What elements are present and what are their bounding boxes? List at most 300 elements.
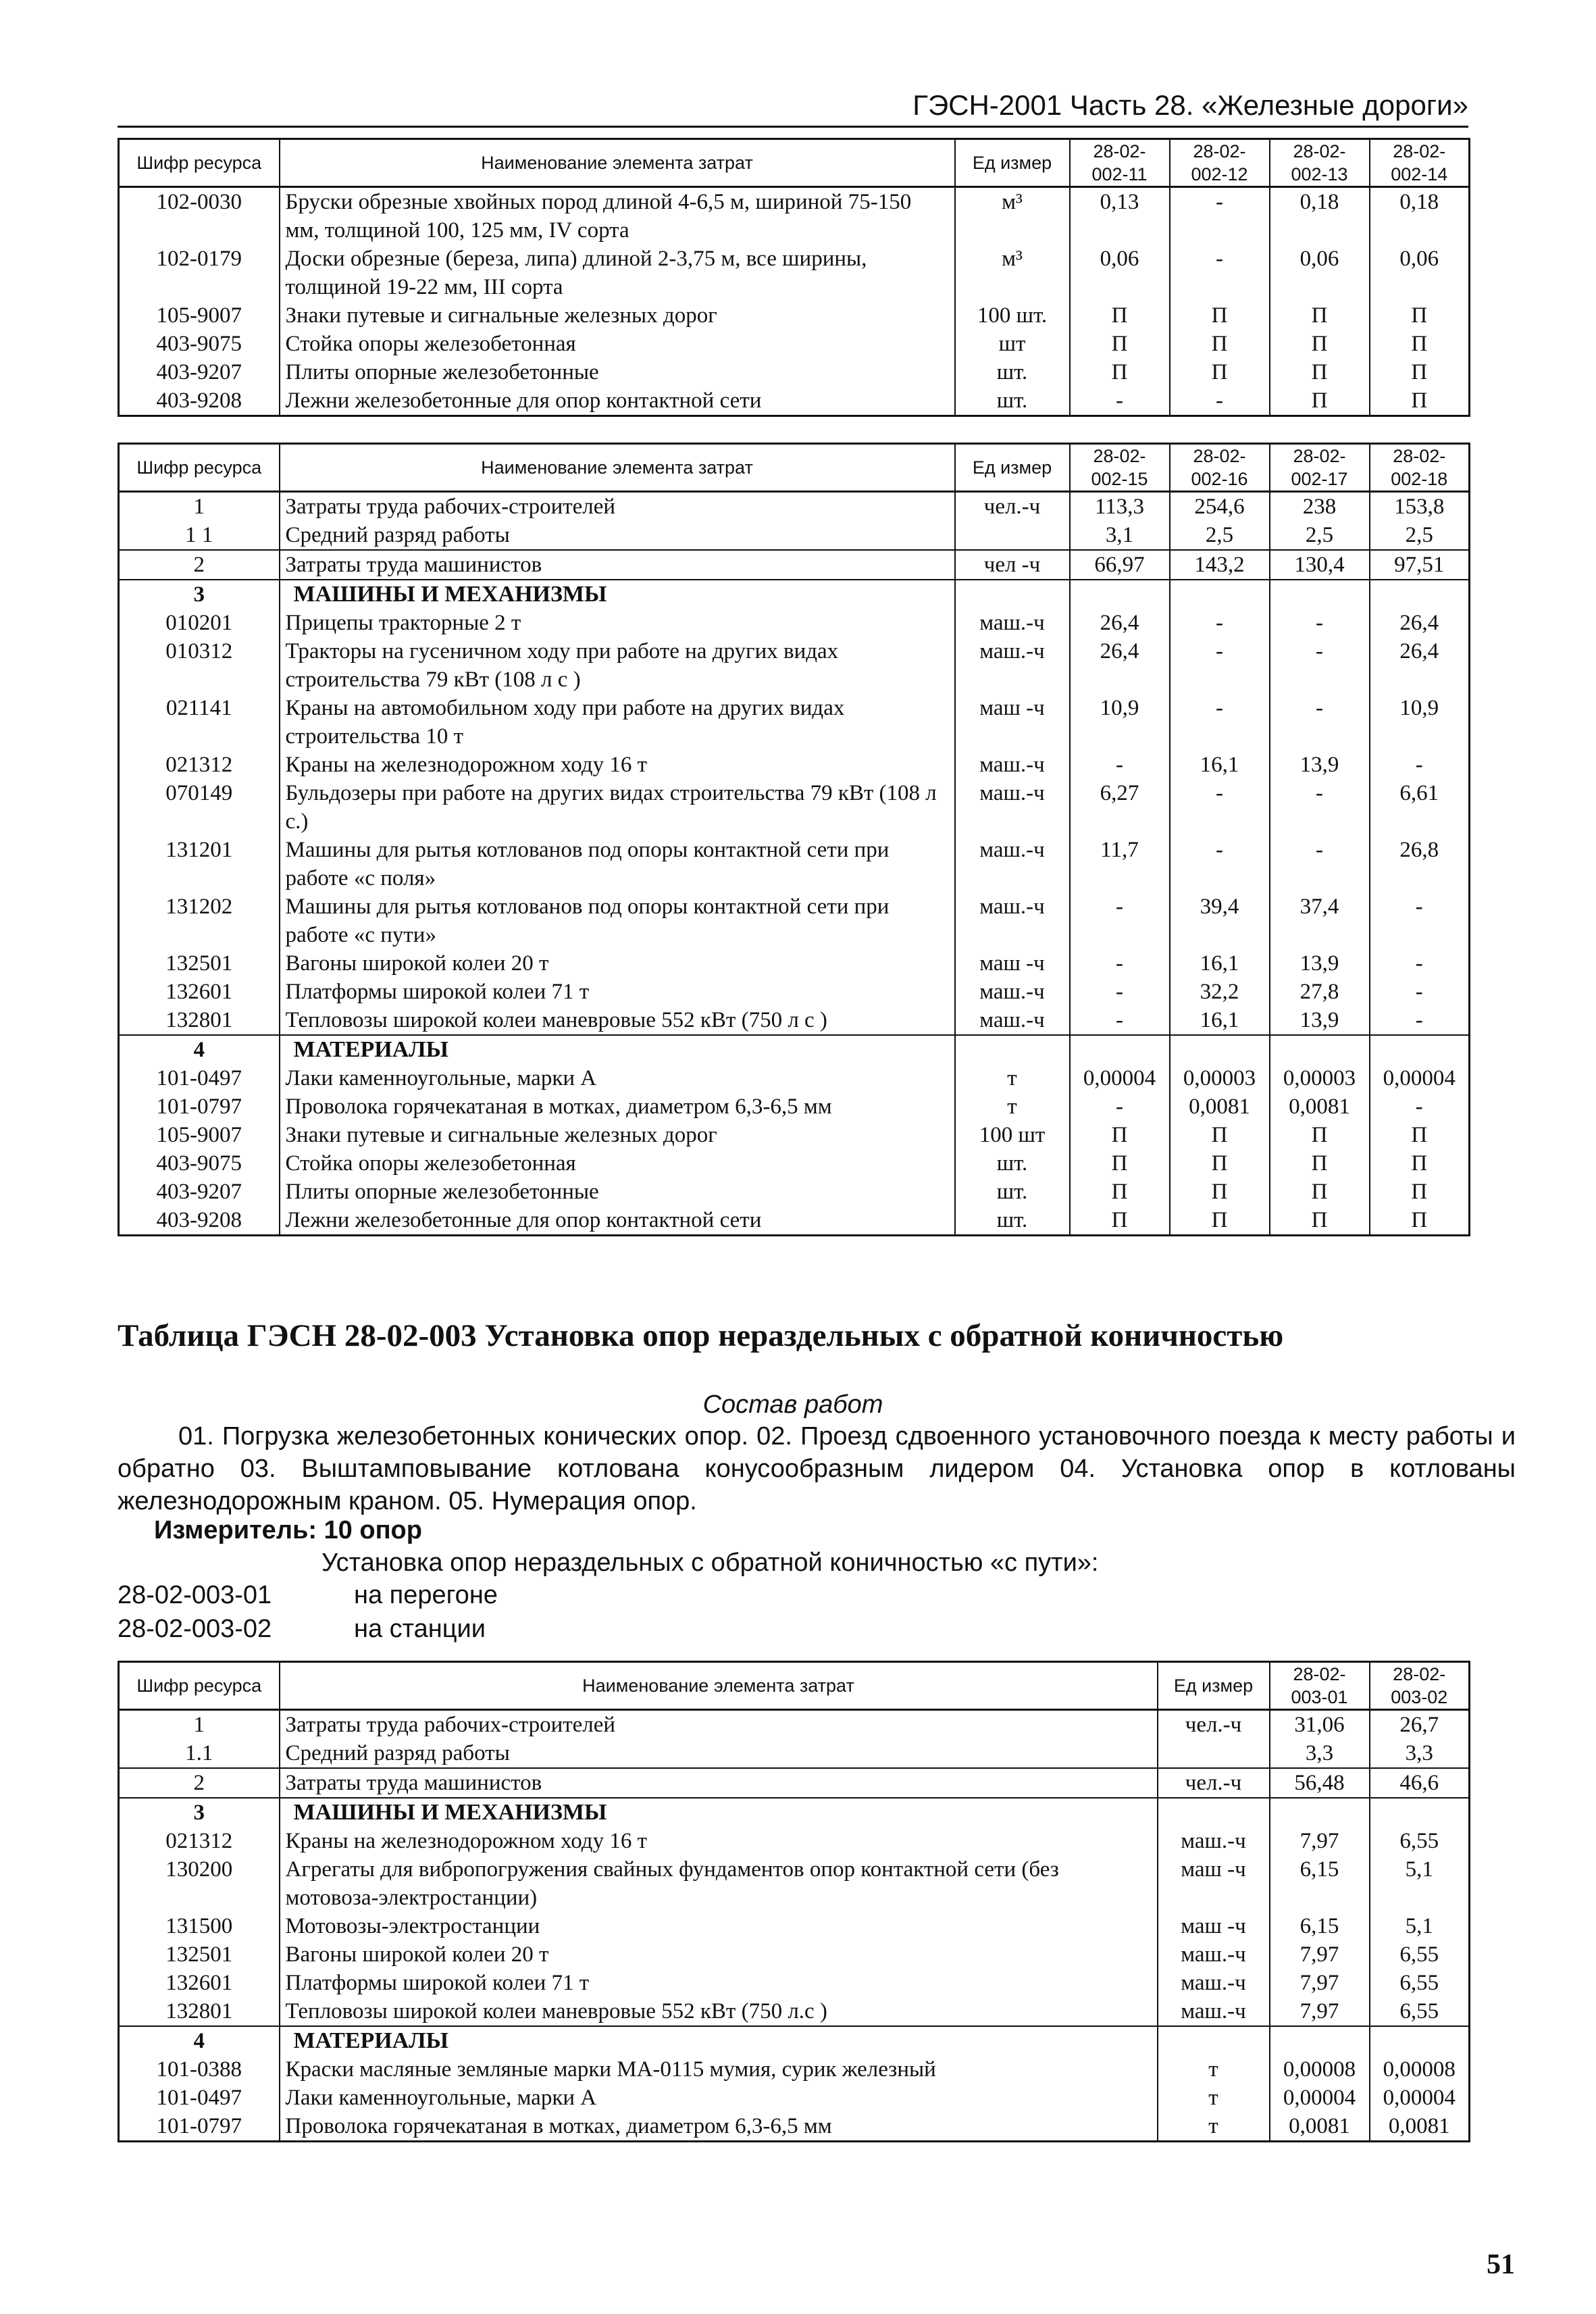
norm-value: 7,97: [1270, 1969, 1370, 1997]
norm-value: 0,06: [1370, 245, 1470, 301]
table-row: [119, 694, 1470, 751]
resource-code: 1.1: [119, 1739, 280, 1768]
unit: чел.-ч: [1158, 1710, 1270, 1740]
norm-value: 2,5: [1270, 521, 1370, 550]
table-row: [119, 492, 1470, 522]
norm-value: 5,1: [1370, 1855, 1470, 1912]
unit: т: [955, 1092, 1070, 1121]
work-composition-title: Состав работ: [702, 1390, 883, 1419]
norm-value: -: [1270, 609, 1370, 637]
section-title: Таблица ГЭСН 28-02-003 Установка опор нераздельных с обратной коничностью: [118, 1318, 1284, 1353]
norm-value: П: [1070, 1206, 1170, 1236]
norm-value: 2,5: [1170, 521, 1270, 550]
unit: т: [1158, 2084, 1270, 2112]
header-row: [119, 139, 1470, 187]
resource-name: Агрегаты для вибропогружения свайных фундаментов опор контактной сети (без мотовоза-электростанции): [280, 1855, 1158, 1912]
norm-value: П: [1170, 358, 1270, 386]
header-norm-code: 28-02-002-16: [1170, 444, 1270, 492]
norm-value: 27,8: [1270, 978, 1370, 1006]
norm-value: П: [1270, 1121, 1370, 1149]
resource-code: 4: [119, 2026, 280, 2055]
table-row: [119, 949, 1470, 978]
table-row: [119, 779, 1470, 836]
norm-value: -: [1270, 836, 1370, 892]
norm-value: П: [1370, 330, 1470, 358]
norm-value: П: [1370, 1121, 1470, 1149]
norm-value: 0,00004: [1370, 1064, 1470, 1092]
unit: шт.: [955, 1178, 1070, 1206]
section-row: [119, 580, 1470, 609]
norm-value: П: [1170, 1206, 1270, 1236]
resource-name: Платформы широкой колеи 71 т: [280, 978, 955, 1006]
norm-value: -: [1370, 1006, 1470, 1035]
resource-name: Вагоны широкой колеи 20 т: [280, 949, 955, 978]
norm-value: 66,97: [1070, 550, 1170, 580]
header-code: Шифр ресурса: [119, 139, 280, 187]
norm-value: 0,0081: [1270, 2112, 1370, 2142]
norm-value: П: [1170, 1149, 1270, 1178]
table-row: [119, 1912, 1470, 1940]
norm-value: [1070, 580, 1170, 609]
norm-value: 0,18: [1370, 187, 1470, 245]
resource-code: 3: [119, 580, 280, 609]
unit: маш.-ч: [955, 836, 1070, 892]
unit: маш -ч: [955, 949, 1070, 978]
resource-name: Знаки путевые и сигнальные железных дорог: [280, 301, 955, 330]
resource-name: МАШИНЫ И МЕХАНИЗМЫ: [280, 1798, 1158, 1827]
norm-value: 6,55: [1370, 1997, 1470, 2026]
norm-value: 26,4: [1070, 637, 1170, 694]
norm-value: 5,1: [1370, 1912, 1470, 1940]
norm-value: -: [1370, 751, 1470, 779]
norm-value: П: [1170, 1178, 1270, 1206]
resource-name: Лаки каменноугольные, марки А: [280, 1064, 955, 1092]
resource-name: Знаки путевые и сигнальные железных дорог: [280, 1121, 955, 1149]
norm-value: -: [1070, 386, 1170, 416]
unit: чел -ч: [955, 550, 1070, 580]
resource-name: Тепловозы широкой колеи маневровые 552 кВт (750 л с ): [280, 1006, 955, 1035]
table-row: [119, 386, 1470, 416]
resource-code: 130200: [119, 1855, 280, 1912]
table-row: [119, 1064, 1470, 1092]
norm-value: 13,9: [1270, 949, 1370, 978]
unit: м³: [955, 245, 1070, 301]
unit: [1158, 1798, 1270, 1827]
norm-value: П: [1070, 330, 1170, 358]
resource-name: Мотовозы-электростанции: [280, 1912, 1158, 1940]
norm-value: -: [1070, 978, 1170, 1006]
table-row: [119, 1178, 1470, 1206]
unit: м³: [955, 187, 1070, 245]
resource-code: 132601: [119, 1969, 280, 1997]
norm-value: 7,97: [1270, 1827, 1370, 1855]
unit: маш.-ч: [955, 892, 1070, 949]
resource-name: Проволока горячекатаная в мотках, диаметром 6,3-6,5 мм: [280, 2112, 1158, 2142]
resource-code: 021312: [119, 751, 280, 779]
resource-code: 010201: [119, 609, 280, 637]
table-row: [119, 358, 1470, 386]
norm-value: 0,0081: [1270, 1092, 1370, 1121]
norm-value: [1370, 580, 1470, 609]
norm-value: П: [1270, 358, 1370, 386]
resource-name: Проволока горячекатаная в мотках, диаметром 6,3-6,5 мм: [280, 1092, 955, 1121]
norm-value: 16,1: [1170, 1006, 1270, 1035]
norm-value: 10,9: [1370, 694, 1470, 751]
header-row: [119, 444, 1470, 492]
resource-name: Средний разряд работы: [280, 1739, 1158, 1768]
unit: 100 шт.: [955, 301, 1070, 330]
unit: шт.: [955, 386, 1070, 416]
norm-value: 26,7: [1370, 1710, 1470, 1740]
unit: маш.-ч: [955, 1006, 1070, 1035]
header-norm-code: 28-02-003-02: [1370, 1662, 1470, 1710]
unit: чел.-ч: [955, 492, 1070, 522]
norm-value: 0,13: [1070, 187, 1170, 245]
norm-value: П: [1370, 1149, 1470, 1178]
norm-value: 0,00008: [1370, 2055, 1470, 2084]
norm-value: 6,55: [1370, 1827, 1470, 1855]
resource-code: 101-0497: [119, 2084, 280, 2112]
norm-value: 6,61: [1370, 779, 1470, 836]
unit: маш.-ч: [1158, 1827, 1270, 1855]
table-row: [119, 301, 1470, 330]
norm-value: -: [1370, 892, 1470, 949]
norm-value: П: [1070, 1178, 1170, 1206]
norm-subheading: Установка опор нераздельных с обратной коничностью «с пути»:: [321, 1549, 1099, 1577]
header-norm-code: 28-02-002-14: [1370, 139, 1470, 187]
norm-value: 97,51: [1370, 550, 1470, 580]
norm-value: 0,00004: [1070, 1064, 1170, 1092]
resource-code: 403-9207: [119, 1178, 280, 1206]
resource-name: Вагоны широкой колеи 20 т: [280, 1940, 1158, 1969]
resource-name: Затраты труда машинистов: [280, 550, 955, 580]
header-unit: Ед измер: [955, 444, 1070, 492]
norm-value: -: [1370, 949, 1470, 978]
resource-name: Краны на железнодорожном ходу 16 т: [280, 751, 955, 779]
resource-name: Плиты опорные железобетонные: [280, 1178, 955, 1206]
unit: маш.-ч: [955, 637, 1070, 694]
norm-value: 0,0081: [1370, 2112, 1470, 2142]
resource-name: Машины для рытья котлованов под опоры контактной сети при работе «с пути»: [280, 892, 955, 949]
resource-code: 132601: [119, 978, 280, 1006]
norm-value: 39,4: [1170, 892, 1270, 949]
norm-value: -: [1170, 245, 1270, 301]
norm-value: 56,48: [1270, 1768, 1370, 1798]
header-norm-code: 28-02-002-11: [1070, 139, 1170, 187]
norm-value: П: [1270, 1178, 1370, 1206]
resource-name: Лаки каменноугольные, марки А: [280, 2084, 1158, 2112]
unit: шт.: [955, 1206, 1070, 1236]
norm-value: -: [1170, 386, 1270, 416]
norm-value: 153,8: [1370, 492, 1470, 522]
unit: маш -ч: [955, 694, 1070, 751]
resource-code: 4: [119, 1035, 280, 1064]
norm-value: 0,00008: [1270, 2055, 1370, 2084]
norm-value: 113,3: [1070, 492, 1170, 522]
unit: [955, 521, 1070, 550]
norm-value: [1370, 1035, 1470, 1064]
work-composition-text: 01. Погрузка железобетонных конических опор. 02. Проезд сдвоенного установочного поезда к месту работы и обратно 03. Выштамповывание котлована конусообразным лидером 04. Установка опор в котлованы железнодорожным краном. 05. Нумерация опор.: [118, 1422, 1516, 1515]
resource-name: Затраты труда рабочих-строителей: [280, 1710, 1158, 1740]
table-row: [119, 978, 1470, 1006]
header-norm-code: 28-02-002-15: [1070, 444, 1170, 492]
header-norm-code: 28-02-002-13: [1270, 139, 1370, 187]
unit: маш.-ч: [1158, 1969, 1270, 1997]
norm-value: 0,00003: [1170, 1064, 1270, 1092]
resource-name: Тракторы на гусеничном ходу при работе на других видах строительства 79 кВт (108 л с ): [280, 637, 955, 694]
resource-code: 3: [119, 1798, 280, 1827]
resource-name: МАШИНЫ И МЕХАНИЗМЫ: [280, 580, 955, 609]
norm-value: П: [1170, 1121, 1270, 1149]
norm-value: 3,3: [1270, 1739, 1370, 1768]
table-row: [119, 521, 1470, 550]
resource-code: 102-0179: [119, 245, 280, 301]
norm-value: 0,0081: [1170, 1092, 1270, 1121]
header-norm-code: 28-02-002-17: [1270, 444, 1370, 492]
norm-value: [1270, 580, 1370, 609]
unit: маш.-ч: [955, 751, 1070, 779]
norm-value: П: [1370, 301, 1470, 330]
resource-name: Стойка опоры железобетонная: [280, 1149, 955, 1178]
norm-value: 16,1: [1170, 751, 1270, 779]
norm-value: 254,6: [1170, 492, 1270, 522]
norm-value: 6,15: [1270, 1855, 1370, 1912]
unit: маш -ч: [1158, 1912, 1270, 1940]
norm-value: 10,9: [1070, 694, 1170, 751]
running-header: ГЭСН-2001 Часть 28. «Железные дороги»: [118, 89, 1468, 128]
norm-value: П: [1170, 301, 1270, 330]
resource-name: Средний разряд работы: [280, 521, 955, 550]
norm-value: -: [1270, 637, 1370, 694]
table-row: [119, 1121, 1470, 1149]
norm-value: П: [1170, 330, 1270, 358]
norm-value: 0,00004: [1370, 2084, 1470, 2112]
unit: [1158, 1739, 1270, 1768]
table-row: [119, 1710, 1470, 1740]
resource-code: 1: [119, 492, 280, 522]
resource-code: 105-9007: [119, 301, 280, 330]
norm-value: 26,4: [1370, 609, 1470, 637]
resource-code: 403-9207: [119, 358, 280, 386]
norm-value: [1270, 1035, 1370, 1064]
table-row: [119, 1149, 1470, 1178]
norm-value: П: [1070, 1121, 1170, 1149]
table-row: [119, 1092, 1470, 1121]
resource-code: 2: [119, 1768, 280, 1798]
unit: 100 шт: [955, 1121, 1070, 1149]
resource-name: Прицепы тракторные 2 т: [280, 609, 955, 637]
table-row: [119, 751, 1470, 779]
table-row: [119, 1768, 1470, 1798]
norm-value: 26,4: [1070, 609, 1170, 637]
resource-name: Платформы широкой колеи 71 т: [280, 1969, 1158, 1997]
table-row: [119, 609, 1470, 637]
table-row: [119, 2084, 1470, 2112]
norm-value: -: [1370, 1092, 1470, 1121]
norm-value: 37,4: [1270, 892, 1370, 949]
resource-code: 403-9208: [119, 1206, 280, 1236]
header-unit: Ед измер: [1158, 1662, 1270, 1710]
resource-table-003: [118, 1661, 1470, 2142]
resource-code: 2: [119, 550, 280, 580]
norm-value: -: [1070, 949, 1170, 978]
unit: шт.: [955, 1149, 1070, 1178]
norm-value: 7,97: [1270, 1997, 1370, 2026]
norm-code-line: [118, 1581, 498, 1610]
resource-name: МАТЕРИАЛЫ: [280, 2026, 1158, 2055]
norm-value: П: [1370, 358, 1470, 386]
resource-code: 105-9007: [119, 1121, 280, 1149]
norm-value: 0,00004: [1270, 2084, 1370, 2112]
resource-name: Доски обрезные (береза, липа) длиной 2-3,75 м, все ширины, толщиной 19-22 мм, III сорта: [280, 245, 955, 301]
header-name: Наименование элемента затрат: [280, 444, 955, 492]
resource-code: 403-9075: [119, 330, 280, 358]
norm-value: 130,4: [1270, 550, 1370, 580]
table-row: [119, 836, 1470, 892]
norm-value: [1170, 580, 1270, 609]
unit: т: [1158, 2055, 1270, 2084]
page-number: 51: [1487, 2249, 1515, 2280]
table-row: [119, 1997, 1470, 2026]
unit: маш.-ч: [955, 609, 1070, 637]
norm-value: 3,3: [1370, 1739, 1470, 1768]
norm-value: 46,6: [1370, 1768, 1470, 1798]
norm-value: -: [1170, 187, 1270, 245]
resource-table-002-11-14: [118, 138, 1470, 417]
table-row: [119, 1969, 1470, 1997]
norm-value: 13,9: [1270, 751, 1370, 779]
resource-code: 1: [119, 1710, 280, 1740]
header-norm-code: 28-02-003-01: [1270, 1662, 1370, 1710]
resource-name: Краны на автомобильном ходу при работе на других видах строительства 10 т: [280, 694, 955, 751]
norm-value: -: [1270, 779, 1370, 836]
resource-code: 102-0030: [119, 187, 280, 245]
norm-value: 0,06: [1070, 245, 1170, 301]
unit: маш.-ч: [1158, 1997, 1270, 2026]
unit: т: [1158, 2112, 1270, 2142]
header-norm-code: 28-02-002-12: [1170, 139, 1270, 187]
table-row: [119, 2112, 1470, 2142]
norm-value: 16,1: [1170, 949, 1270, 978]
resource-table-002-15-18: [118, 443, 1470, 1236]
norm-value: -: [1070, 751, 1170, 779]
section-row: [119, 2026, 1470, 2055]
norm-code-label: на станции: [354, 1615, 486, 1643]
resource-code: 101-0388: [119, 2055, 280, 2084]
norm-value: 6,27: [1070, 779, 1170, 836]
table-row: [119, 892, 1470, 949]
resource-name: Машины для рытья котлованов под опоры контактной сети при работе «с поля»: [280, 836, 955, 892]
norm-value: 31,06: [1270, 1710, 1370, 1740]
norm-value: [1170, 1035, 1270, 1064]
norm-value: 11,7: [1070, 836, 1170, 892]
resource-code: 021312: [119, 1827, 280, 1855]
norm-value: 6,55: [1370, 1940, 1470, 1969]
norm-value: [1070, 1035, 1170, 1064]
norm-value: -: [1070, 1006, 1170, 1035]
table-row: [119, 1827, 1470, 1855]
norm-value: П: [1070, 358, 1170, 386]
resource-name: Плиты опорные железобетонные: [280, 358, 955, 386]
resource-code: 021141: [119, 694, 280, 751]
norm-value: -: [1270, 694, 1370, 751]
norm-value: 0,18: [1270, 187, 1370, 245]
section-row: [119, 1798, 1470, 1827]
header-code: Шифр ресурса: [119, 1662, 280, 1710]
norm-value: -: [1170, 779, 1270, 836]
norm-value: -: [1170, 609, 1270, 637]
norm-value: 32,2: [1170, 978, 1270, 1006]
unit: маш -ч: [1158, 1855, 1270, 1912]
resource-code: 101-0797: [119, 1092, 280, 1121]
norm-value: 6,15: [1270, 1912, 1370, 1940]
unit: чел.-ч: [1158, 1768, 1270, 1798]
resource-code: 132501: [119, 1940, 280, 1969]
table-row: [119, 330, 1470, 358]
unit: маш.-ч: [1158, 1940, 1270, 1969]
table-row: [119, 1855, 1470, 1912]
norm-value: 3,1: [1070, 521, 1170, 550]
resource-code: 403-9075: [119, 1149, 280, 1178]
norm-value: П: [1370, 1178, 1470, 1206]
resource-name: Лежни железобетонные для опор контактной сети: [280, 386, 955, 416]
norm-value: -: [1170, 836, 1270, 892]
norm-value: -: [1170, 637, 1270, 694]
resource-name: Лежни железобетонные для опор контактной сети: [280, 1206, 955, 1236]
table-row: [119, 2055, 1470, 2084]
resource-name: МАТЕРИАЛЫ: [280, 1035, 955, 1064]
header-row: [119, 1662, 1470, 1710]
norm-value: П: [1270, 386, 1370, 416]
resource-code: 131500: [119, 1912, 280, 1940]
table-row: [119, 245, 1470, 301]
resource-code: 010312: [119, 637, 280, 694]
resource-code: 131202: [119, 892, 280, 949]
norm-value: -: [1370, 978, 1470, 1006]
norm-value: П: [1370, 1206, 1470, 1236]
unit: [1158, 2026, 1270, 2055]
norm-value: -: [1070, 892, 1170, 949]
section-row: [119, 1035, 1470, 1064]
norm-code: 28-02-003-02: [118, 1615, 272, 1643]
resource-code: 1 1: [119, 521, 280, 550]
resource-code: 132801: [119, 1006, 280, 1035]
norm-value: [1370, 1798, 1470, 1827]
norm-value: [1370, 2026, 1470, 2055]
norm-value: П: [1070, 1149, 1170, 1178]
resource-code: 131201: [119, 836, 280, 892]
norm-value: 0,00003: [1270, 1064, 1370, 1092]
table-row: [119, 1739, 1470, 1768]
unit: [955, 580, 1070, 609]
norm-value: П: [1070, 301, 1170, 330]
norm-value: 0,06: [1270, 245, 1370, 301]
norm-code-line: [118, 1615, 486, 1644]
header-name: Наименование элемента затрат: [280, 139, 955, 187]
unit: шт: [955, 330, 1070, 358]
table-row: [119, 187, 1470, 245]
unit: шт.: [955, 358, 1070, 386]
resource-code: 070149: [119, 779, 280, 836]
resource-name: Стойка опоры железобетонная: [280, 330, 955, 358]
resource-code: 403-9208: [119, 386, 280, 416]
resource-code: 132501: [119, 949, 280, 978]
resource-code: 132801: [119, 1997, 280, 2026]
unit: маш.-ч: [955, 978, 1070, 1006]
unit: [955, 1035, 1070, 1064]
resource-name: Затраты труда рабочих-строителей: [280, 492, 955, 522]
norm-value: [1270, 2026, 1370, 2055]
